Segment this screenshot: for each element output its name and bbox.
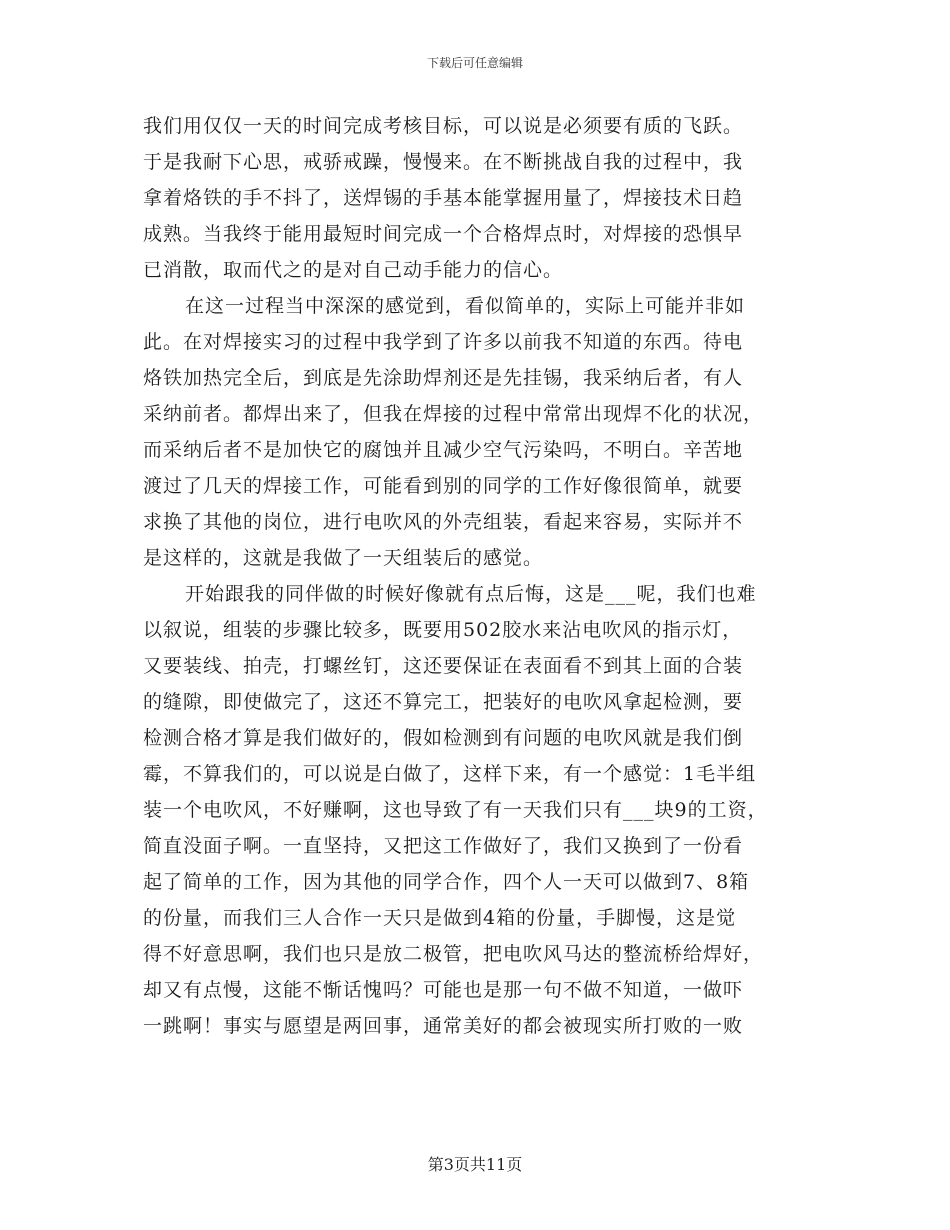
text-line: 成熟。当我终于能用最短时间完成一个合格焊点时，对焊接的恐惧早 — [143, 223, 744, 245]
page-header: 下载后可任意编辑 — [426, 56, 523, 70]
page-number: 第3页共11页 — [427, 1155, 523, 1174]
text-line: 而采纳后者不是加快它的腐蚀并且减少空气污染吗，不明白。辛苦地 — [143, 439, 744, 461]
text-line: 简直没面子啊。一直坚持，又把这工作做好了，我们又换到了一份看 — [143, 835, 744, 857]
text-line: 装一个电吹风，不好赚啊，这也导致了有一天我们只有___块9的工资， — [143, 799, 768, 821]
text-line: 是这样的，这就是我做了一天组装后的感觉。 — [143, 547, 544, 569]
text-line: 已消散，取而代之的是对自己动手能力的信心。 — [143, 259, 564, 281]
text-line: 烙铁加热完全后，到底是先涂助焊剂还是先挂锡，我采纳后者，有人 — [143, 367, 744, 389]
text-line: 渡过了几天的焊接工作，可能看到别的同学的工作好像很简单，就要 — [143, 475, 744, 497]
text-line: 起了简单的工作，因为其他的同学合作，四个人一天可以做到7、8箱 — [143, 871, 750, 893]
text-line: 此。在对焊接实习的过程中我学到了许多以前我不知道的东西。待电 — [143, 331, 744, 353]
text-line: 却又有点慢，这能不惭话愧吗？可能也是那一句不做不知道，一做吓 — [143, 979, 744, 1001]
text-line: 我们用仅仅一天的时间完成考核目标，可以说是必须要有质的飞跃。 — [143, 115, 744, 137]
text-line: 又要装线、拍壳，打螺丝钉，这还要保证在表面看不到其上面的合装 — [143, 655, 744, 677]
text-line: 求换了其他的岗位，进行电吹风的外壳组装，看起来容易，实际并不 — [143, 511, 744, 533]
text-line: 一跳啊！事实与愿望是两回事，通常美好的都会被现实所打败的一败 — [143, 1015, 744, 1037]
text-line: 检测合格才算是我们做好的，假如检测到有问题的电吹风就是我们倒 — [143, 727, 744, 749]
text-line: 霉，不算我们的，可以说是白做了，这样下来，有一个感觉：1毛半组 — [143, 763, 757, 785]
paragraph-start-line: 开始跟我的同伴做的时候好像就有点后悔，这是___呢，我们也难 — [185, 583, 757, 605]
text-line: 得不好意思啊，我们也只是放二极管，把电吹风马达的整流桥给焊好， — [143, 943, 764, 965]
text-line: 的缝隙，即使做完了，这还不算完工，把装好的电吹风拿起检测，要 — [143, 691, 744, 713]
text-line: 的份量，而我们三人合作一天只是做到4箱的份量，手脚慢，这是觉 — [143, 907, 737, 929]
text-line: 于是我耐下心思，戒骄戒躁，慢慢来。在不断挑战自我的过程中，我 — [143, 151, 744, 173]
text-line: 采纳前者。都焊出来了，但我在焊接的过程中常常出现焊不化的状况， — [143, 403, 764, 425]
text-line: 以叙说，组装的步骤比较多，既要用502胶水来沾电吹风的指示灯， — [143, 619, 743, 641]
document-body — [143, 108, 808, 1044]
text-line: 拿着烙铁的手不抖了，送焊锡的手基本能掌握用量了，焊接技术日趋 — [143, 187, 744, 209]
paragraph-start-line: 在这一过程当中深深的感觉到，看似简单的，实际上可能并非如 — [185, 295, 746, 317]
